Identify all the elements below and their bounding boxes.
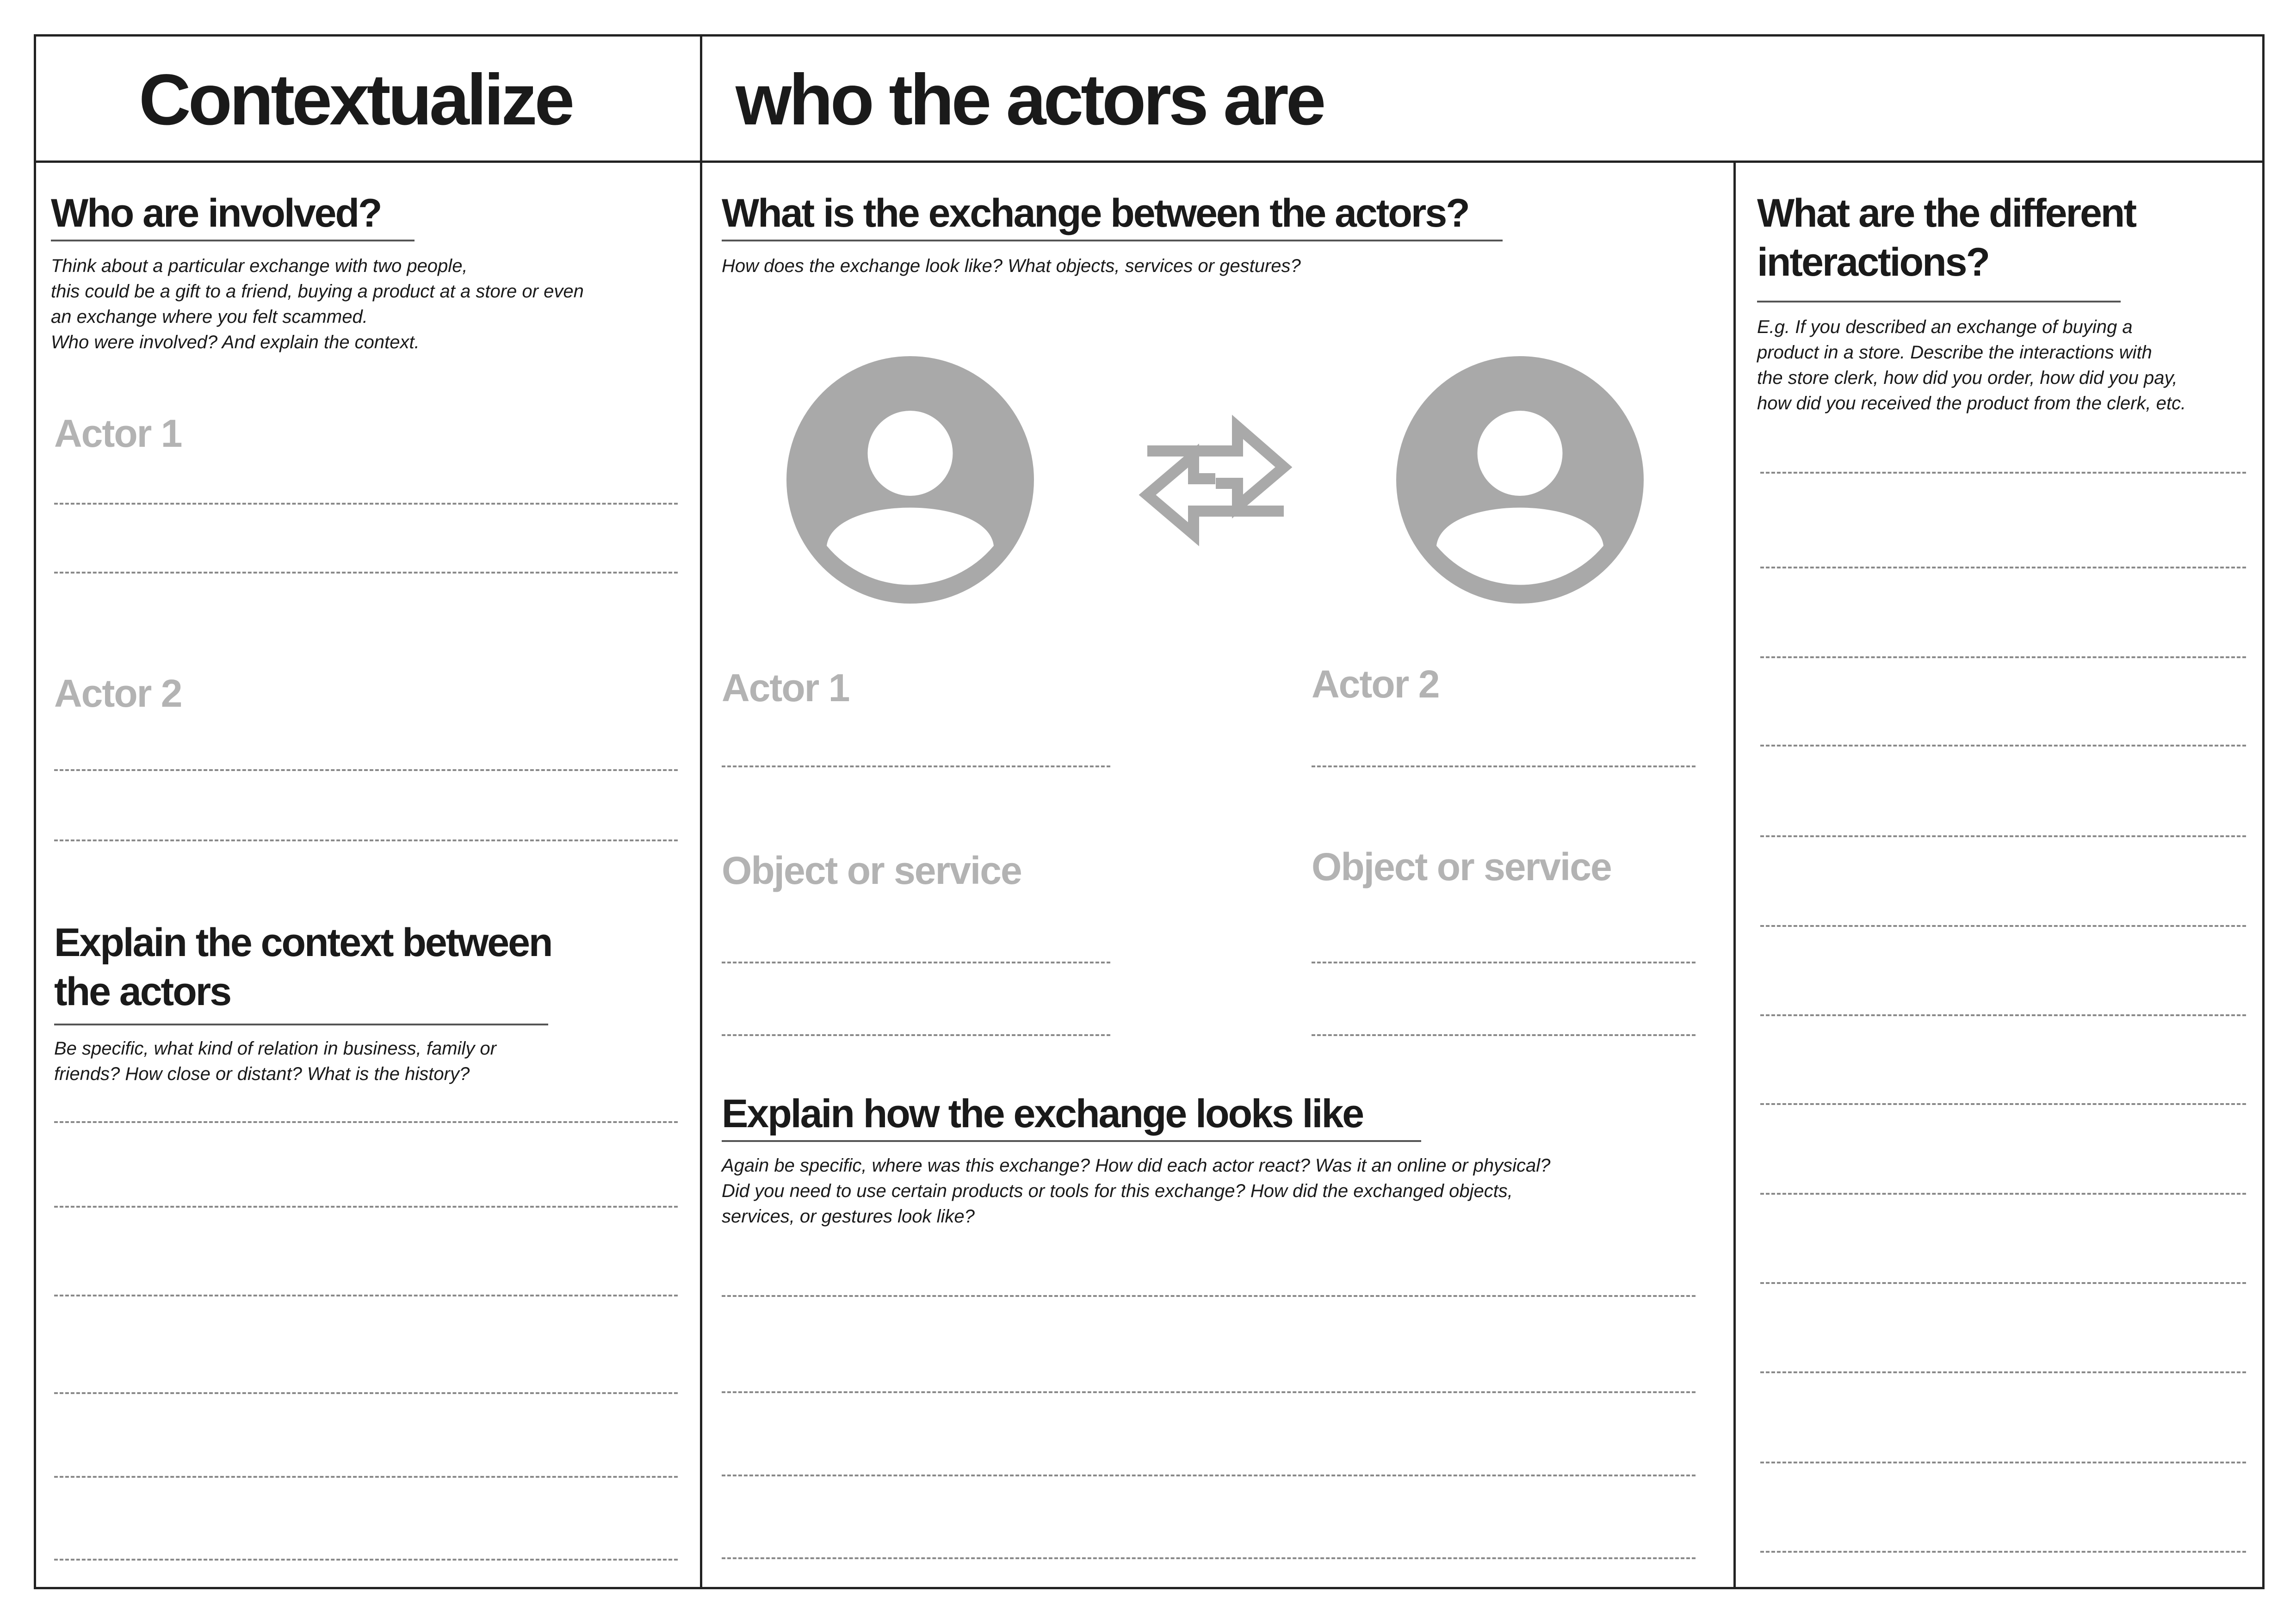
interactions-line-7[interactable] <box>1760 1014 2246 1016</box>
object1-label: Object or service <box>722 849 1021 892</box>
exchange-description: How does the exchange look like? What objects, services or gestures? <box>722 256 1301 276</box>
interactions-line-5[interactable] <box>1760 835 2246 837</box>
middle-actor1-line[interactable] <box>722 765 1110 767</box>
interactions-description: E.g. If you described an exchange of buying a product in a store. Describe the interactions with the store clerk, how did you order, how did you pay, how did you received the product from the clerk, etc. <box>1757 317 2186 413</box>
left-actor2-line-2[interactable] <box>54 839 678 841</box>
interactions-line-10[interactable] <box>1760 1282 2246 1284</box>
interactions-line-4[interactable] <box>1760 745 2246 747</box>
exchange-heading-underline <box>722 240 1503 241</box>
left-actor1-line-1[interactable] <box>54 503 678 505</box>
interactions-line-6[interactable] <box>1760 925 2246 927</box>
object2-line-1[interactable] <box>1312 962 1696 963</box>
interactions-line-12[interactable] <box>1760 1462 2246 1463</box>
interactions-line-2[interactable] <box>1760 567 2246 568</box>
explain-heading-underline <box>722 1140 1421 1142</box>
explain-line-4[interactable] <box>722 1557 1696 1559</box>
context-line-6[interactable] <box>54 1559 678 1561</box>
explain-heading: Explain how the exchange looks like <box>722 1092 1363 1136</box>
context-heading-underline <box>54 1024 548 1025</box>
interactions-line-3[interactable] <box>1760 656 2246 658</box>
explain-line-2[interactable] <box>722 1391 1696 1393</box>
who-heading: Who are involved? <box>51 191 381 235</box>
header-divider <box>34 160 2265 163</box>
object2-label: Object or service <box>1312 845 1611 889</box>
user-avatar-icon <box>786 356 1034 604</box>
context-description: Be specific, what kind of relation in business, family or friends? How close or distant? What is the history? <box>54 1038 496 1084</box>
interactions-line-8[interactable] <box>1760 1103 2246 1105</box>
swap-arrows-icon <box>1138 419 1293 541</box>
page-title-left: Contextualize <box>139 60 572 140</box>
exchange-heading: What is the exchange between the actors? <box>722 191 1469 235</box>
context-line-3[interactable] <box>54 1295 678 1296</box>
page-title-right: who the actors are <box>736 60 1324 140</box>
user-avatar-icon <box>1396 356 1644 604</box>
object2-line-2[interactable] <box>1312 1034 1696 1036</box>
interactions-heading: What are the different interactions? <box>1757 191 2135 284</box>
interactions-heading-underline <box>1757 301 2121 302</box>
context-line-4[interactable] <box>54 1392 678 1394</box>
explain-description: Again be specific, where was this exchange? How did each actor react? Was it an online or physical? Did you need to use certain products or tools for this exchange? How did the exchanged objects, services, or gestures look like? <box>722 1155 1551 1227</box>
interactions-line-1[interactable] <box>1760 472 2246 474</box>
explain-line-3[interactable] <box>722 1475 1696 1476</box>
object1-line-2[interactable] <box>722 1034 1110 1036</box>
context-line-5[interactable] <box>54 1476 678 1478</box>
context-heading: Explain the context between the actors <box>54 920 552 1014</box>
left-actor2-label: Actor 2 <box>54 672 182 715</box>
interactions-line-9[interactable] <box>1760 1193 2246 1195</box>
who-description: Think about a particular exchange with two people, this could be a gift to a friend, buying a product at a store or even an exchange where you felt scammed. Who were involved? And explain the context. <box>51 256 584 352</box>
right-column-divider <box>1733 160 1736 1589</box>
middle-actor1-label: Actor 1 <box>722 666 849 710</box>
interactions-line-13[interactable] <box>1760 1551 2246 1553</box>
context-line-1[interactable] <box>54 1121 678 1123</box>
left-actor1-line-2[interactable] <box>54 572 678 574</box>
object1-line-1[interactable] <box>722 962 1110 963</box>
left-column-divider <box>700 34 702 1589</box>
left-actor2-line-1[interactable] <box>54 769 678 771</box>
who-heading-underline <box>51 240 415 241</box>
interactions-line-11[interactable] <box>1760 1371 2246 1373</box>
context-line-2[interactable] <box>54 1206 678 1208</box>
left-actor1-label: Actor 1 <box>54 412 182 455</box>
middle-actor2-line[interactable] <box>1312 765 1696 767</box>
explain-line-1[interactable] <box>722 1295 1696 1297</box>
middle-actor2-label: Actor 2 <box>1312 662 1439 706</box>
